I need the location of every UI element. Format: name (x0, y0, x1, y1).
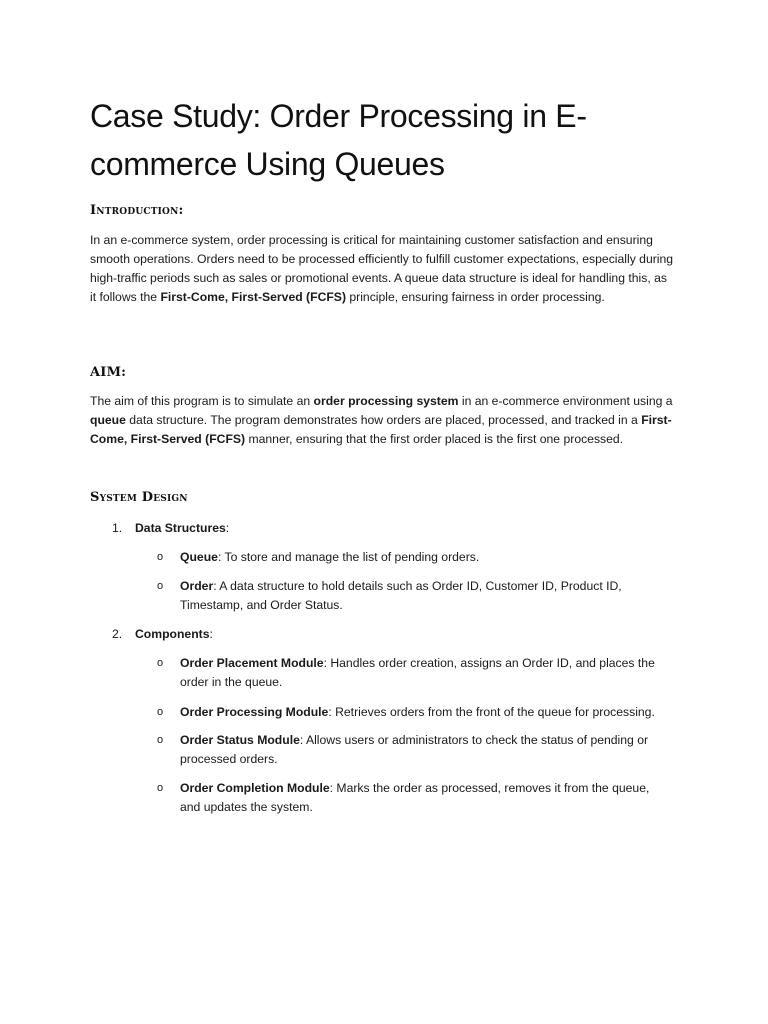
aim-text-3: data structure. The program demonstrates how orders are placed, processed, and tracked in a (125, 413, 642, 427)
sub-list-text (180, 731, 670, 769)
bullet-circle-icon: o (157, 580, 164, 592)
list-label-bold: Components (135, 627, 210, 641)
list-label (135, 519, 229, 538)
aim-paragraph (90, 392, 675, 449)
sub-list-text (180, 779, 670, 817)
list-number: 2. (112, 627, 123, 641)
sub-list-desc: : Retrieves orders from the front of the queue for processing. (328, 705, 655, 719)
list-label (135, 625, 213, 644)
aim-bold-queue: queue (90, 413, 126, 427)
bullet-circle-icon: o (157, 782, 164, 794)
sub-list-term: Order (180, 579, 214, 593)
bullet-circle-icon: o (157, 551, 164, 563)
bullet-circle-icon: o (157, 657, 164, 669)
sub-list-text (180, 654, 670, 692)
aim-bold-fcfs: First-Come, First-Served (FCFS) (90, 413, 672, 446)
introduction-heading: Introduction: (90, 203, 184, 218)
list-label-suffix: : (225, 521, 230, 535)
bullet-circle-icon: o (157, 734, 164, 746)
sub-list-desc: : A data structure to hold details such as Order ID, Customer ID, Product ID, Timestamp, and Order Status. (180, 579, 622, 612)
list-number: 1. (112, 521, 123, 535)
introduction-text-1: In an e-commerce system, order processing is critical for maintaining customer satisfaction and ensuring smooth operations. Orders need to be processed efficiently to fulfill customer expectations, especially during high-traffic periods such as sales or promotional events. A queue data structure is ideal for handling this, as it follows the (90, 233, 674, 304)
list-label-suffix: : (209, 627, 213, 641)
sub-list-term: Order Placement Module (180, 656, 324, 670)
aim-bold-order-processing-system: order processing system (313, 394, 459, 408)
sub-list-term: Queue (180, 550, 218, 564)
aim-text-2: in an e-commerce environment using a (458, 394, 673, 408)
sub-list-desc: : Allows users or administrators to check the status of pending or processed orders. (180, 733, 649, 766)
aim-heading: AIM: (90, 365, 127, 380)
sub-list-text (180, 548, 670, 567)
bullet-circle-icon: o (157, 706, 164, 718)
introduction-text-2: principle, ensuring fairness in order processing. (346, 290, 605, 304)
document-title: Case Study: Order Processing in E-commerce Using Queues (90, 98, 587, 182)
sub-list-text (180, 577, 670, 615)
aim-text-4: manner, ensuring that the first order placed is the first one processed. (245, 432, 624, 446)
sub-list-term: Order Processing Module (180, 705, 329, 719)
introduction-bold-fcfs: First-Come, First-Served (FCFS) (160, 290, 346, 304)
sub-list-term: Order Status Module (180, 733, 300, 747)
list-label-bold: Data Structures (135, 521, 226, 535)
system-design-heading: System Design (90, 490, 188, 505)
sub-list-desc: : Handles order creation, assigns an Order ID, and places the order in the queue. (180, 656, 655, 689)
aim-text-1: The aim of this program is to simulate an (90, 394, 314, 408)
sub-list-desc: : Marks the order as processed, removes it from the queue, and updates the system. (180, 781, 650, 814)
sub-list-desc: : To store and manage the list of pending orders. (217, 550, 480, 564)
sub-list-text (180, 703, 670, 722)
introduction-paragraph (90, 231, 675, 307)
sub-list-term: Order Completion Module (180, 781, 330, 795)
